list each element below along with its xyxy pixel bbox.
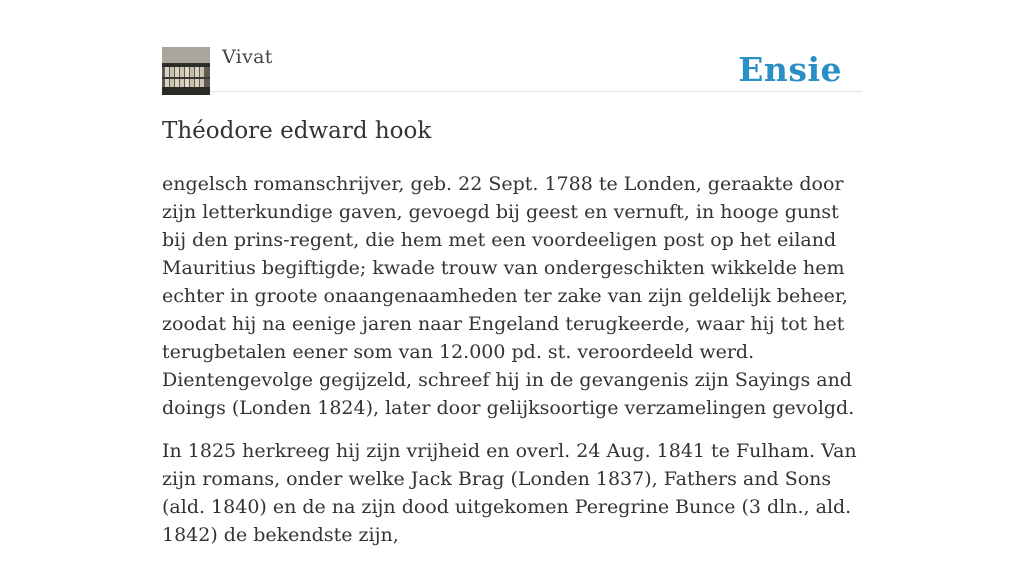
article-body <box>162 170 862 549</box>
article-paragraph: In 1825 herkreeg hij zijn vrijheid en overl. 24 Aug. 1841 te Fulham. Van zijn romans, onder welke Jack Brag (Londen 1837), Fathers and Sons (ald. 1840) en de na zijn dood uitgekomen Peregrine Bunce (3 dln., ald. 1842) de bekendste zijn, <box>162 440 857 546</box>
author-avatar[interactable] <box>162 47 210 95</box>
book-spines-icon <box>162 47 210 95</box>
brand-logo[interactable]: Ensie <box>738 50 842 89</box>
author-name[interactable]: Vivat <box>222 46 273 68</box>
article-title: Théodore edward hook <box>162 118 432 144</box>
article-paragraph: engelsch romanschrijver, geb. 22 Sept. 1788 te Londen, geraakte door zijn letterkundige gaven, gevoegd bij geest en vernuft, in hooge gunst bij den prins-regent, die hem met een voordeeligen post op het eiland Mauritius begiftigde; kwade trouw van ondergeschikten wikkelde hem echter in groote onaangenaamheden ter zake van zijn geldelijk beheer, zoodat hij na eenige jaren naar Engeland terugkeerde, waar hij tot het terugbetalen eener som van 12.000 pd. st. veroordeeld werd. Dientengevolge gegijzeld, schreef hij in de gevangenis zijn Sayings and doings (Londen 1824), later door gelijksoortige verzamelingen gevolgd. <box>162 173 855 419</box>
page-container <box>162 0 862 564</box>
header <box>162 0 862 92</box>
